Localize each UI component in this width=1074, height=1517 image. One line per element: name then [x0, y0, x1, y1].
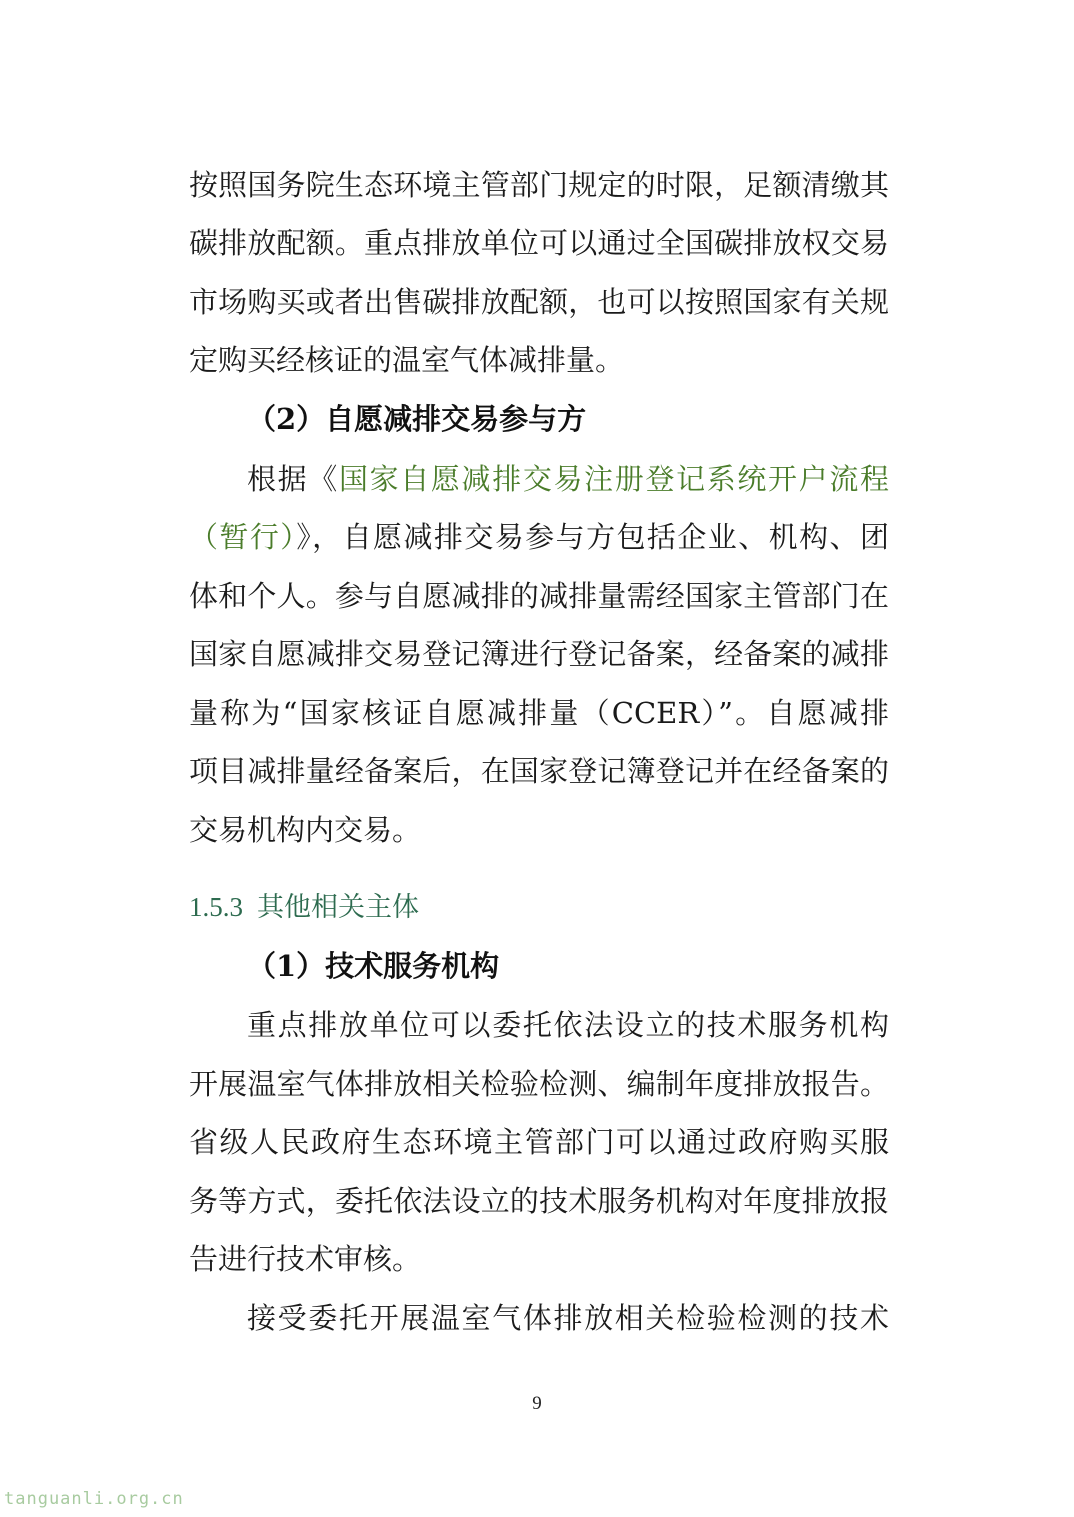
- paragraph-line: 交易机构内交易。: [189, 813, 422, 847]
- paragraph-line: [189, 517, 889, 557]
- paragraph-line: 按照国务院生态环境主管部门规定的时限，足额清缴其: [189, 168, 889, 202]
- paragraph-line: 碳排放配额。重点排放单位可以通过全国碳排放权交易: [189, 226, 889, 260]
- paragraph-text: 》，自愿减排交易参与方包括企业、机构、团: [296, 520, 889, 554]
- section-number: 1.5.3: [189, 892, 243, 922]
- paragraph-line: 量称为“国家核证自愿减排量（CCER）”。自愿减排: [189, 696, 889, 730]
- paragraph-line: [247, 459, 889, 499]
- paragraph-line: 国家自愿减排交易登记簿进行登记备案，经备案的减排: [189, 637, 889, 671]
- paragraph-line: 务等方式，委托依法设立的技术服务机构对年度排放报: [189, 1184, 889, 1218]
- paragraph-line: 省级人民政府生态环境主管部门可以通过政府购买服: [189, 1125, 889, 1159]
- paragraph-line: 项目减排量经备案后，在国家登记簿登记并在经备案的: [189, 754, 889, 788]
- paragraph-line: 告进行技术审核。: [189, 1242, 422, 1276]
- document-title-link-cont[interactable]: （暂行）: [189, 520, 297, 554]
- paragraph-line: 开展温室气体排放相关检验检测、编制年度排放报告。: [189, 1067, 889, 1101]
- subheading-voluntary-participants: （2）自愿减排交易参与方: [247, 402, 587, 436]
- subheading-technical-service: （1）技术服务机构: [247, 949, 500, 983]
- section-heading: [189, 887, 419, 928]
- paragraph-line: 定购买经核证的温室气体减排量。: [189, 343, 625, 377]
- paragraph-line: 体和个人。参与自愿减排的减排量需经国家主管部门在: [189, 579, 889, 613]
- paragraph-line: 接受委托开展温室气体排放相关检验检测的技术: [247, 1301, 889, 1335]
- paragraph-text: 根据《: [247, 462, 339, 496]
- paragraph-line: 重点排放单位可以委托依法设立的技术服务机构: [247, 1008, 889, 1042]
- site-watermark: tanguanli.org.cn: [4, 1489, 184, 1509]
- document-title-link[interactable]: 国家自愿减排交易注册登记系统开户流程: [338, 462, 889, 496]
- paragraph-line: 市场购买或者出售碳排放配额，也可以按照国家有关规: [189, 285, 889, 319]
- section-title: 其他相关主体: [257, 892, 419, 923]
- page-number: 9: [532, 1393, 542, 1414]
